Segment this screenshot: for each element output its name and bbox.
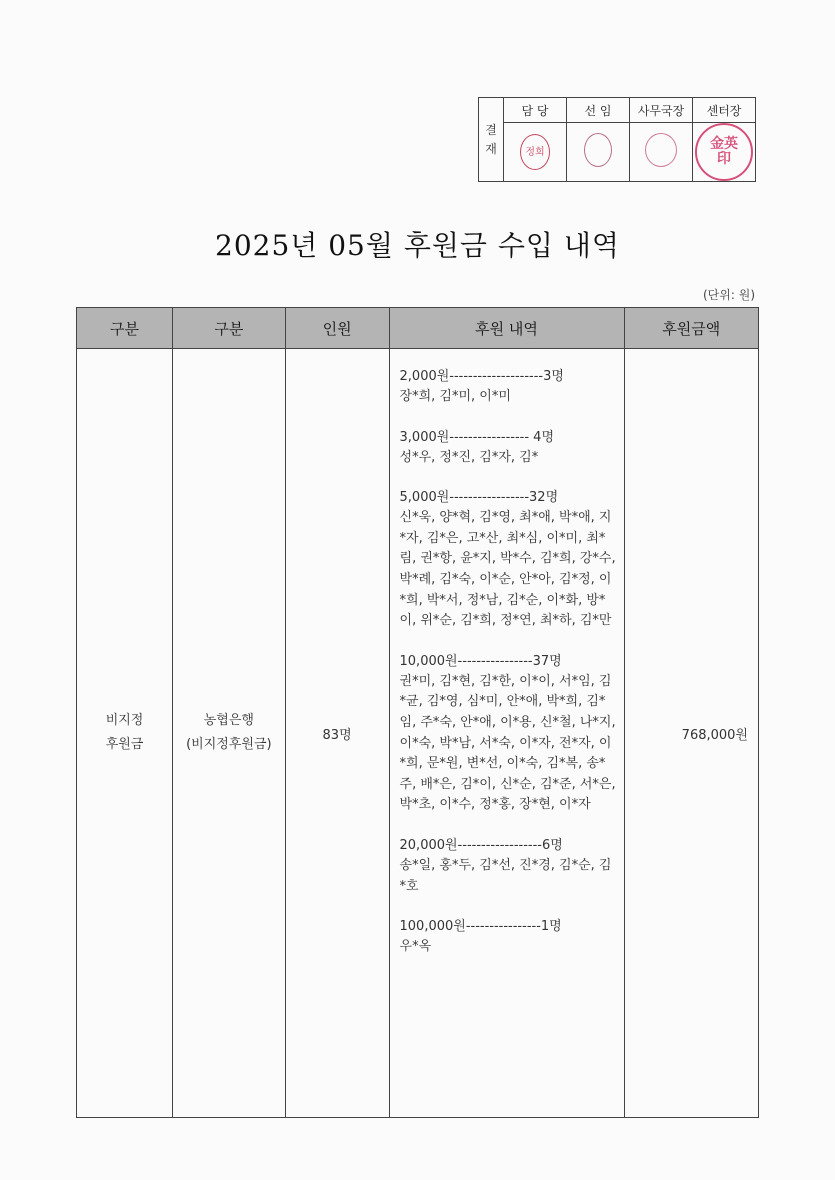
people-cell: 83명	[285, 349, 389, 1118]
approval-side-text: 결 재	[485, 122, 497, 156]
table-header-row	[77, 308, 759, 349]
group-head: 10,000원----------------37명	[399, 653, 562, 669]
account-cell	[173, 349, 286, 1118]
seal-stamp-icon: 金英 印	[695, 123, 753, 181]
header-amount: 후원금액	[624, 308, 758, 349]
donation-table	[76, 307, 759, 1118]
header-people: 인원	[285, 308, 389, 349]
details-cell	[389, 349, 624, 1118]
approval-stamp-cell-2	[567, 123, 630, 182]
donation-group	[400, 917, 618, 958]
header-account: 구분	[173, 308, 286, 349]
group-head: 100,000원----------------1명	[399, 919, 562, 935]
group-names: 장*희, 김*미, 이*미	[399, 389, 511, 404]
seal-stamp-icon	[645, 133, 677, 167]
account-text: 농협은행 (비지정후원금)	[186, 713, 272, 752]
group-names: 권*미, 김*현, 김*한, 이*이, 서*임, 김*균, 김*영, 심*미, 안*애, 박*희, 김*임, 주*숙, 안*애, 이*용, 신*철, 나*지, 이*숙, 박*남, 서*숙, 이*자, 전*자, 이*희, 문*원, 변*선, 이*숙, 김*복, 송*주, 배*은, 김*이, 신*순, 김*준, 서*은, 박*초, 이*수, 정*홍, 장*현, 이*자	[399, 673, 616, 813]
approval-header-director: 사무국장	[630, 98, 693, 123]
donation-group	[400, 428, 618, 469]
approval-stamp-cell-3	[630, 123, 693, 182]
donation-group	[400, 836, 618, 897]
approval-header-center-head: 센터장	[693, 98, 756, 123]
seal-stamp-icon: 정희	[520, 134, 550, 170]
group-names: 성*우, 정*진, 김*자, 김*	[399, 449, 539, 465]
group-head: 3,000원----------------- 4명	[399, 429, 554, 445]
donation-group	[400, 367, 618, 408]
approval-header-manager: 담 당	[504, 98, 567, 123]
group-names: 우*옥	[399, 939, 432, 955]
approval-header-senior: 선 임	[567, 98, 630, 123]
group-names: 신*욱, 양*혁, 김*영, 최*애, 박*애, 지*자, 김*은, 고*산, 최*심, 이*미, 최*림, 권*항, 윤*지, 박*수, 김*희, 강*수, 박*례, 김*숙, 이*순, 안*아, 김*정, 이*희, 박*서, 정*남, 김*순, 이*화, 방*이, 위*순, 김*희, 정*연, 최*하, 김*만	[399, 510, 616, 629]
category-cell	[77, 349, 173, 1118]
approval-box	[478, 97, 756, 182]
donation-group	[400, 488, 618, 632]
approval-side-label	[479, 98, 504, 182]
approval-stamp-cell-1	[504, 123, 567, 182]
table-row	[77, 349, 759, 1118]
donation-group	[400, 652, 618, 816]
header-details: 후원 내역	[389, 308, 624, 349]
category-text: 비지정 후원금	[105, 713, 144, 752]
page-title: 2025년 05월 후원금 수입 내역	[215, 229, 620, 262]
group-head: 2,000원--------------------3명	[399, 369, 564, 384]
header-category: 구분	[77, 308, 173, 349]
group-names: 송*일, 홍*두, 김*선, 진*경, 김*순, 김*호	[399, 857, 612, 894]
unit-label: (단위: 원)	[703, 288, 755, 302]
approval-stamp-cell-4	[693, 123, 756, 182]
group-head: 20,000원------------------6명	[399, 837, 563, 853]
seal-stamp-icon	[584, 133, 612, 167]
amount-cell: 768,000원	[624, 349, 758, 1118]
group-head: 5,000원-----------------32명	[399, 490, 559, 506]
